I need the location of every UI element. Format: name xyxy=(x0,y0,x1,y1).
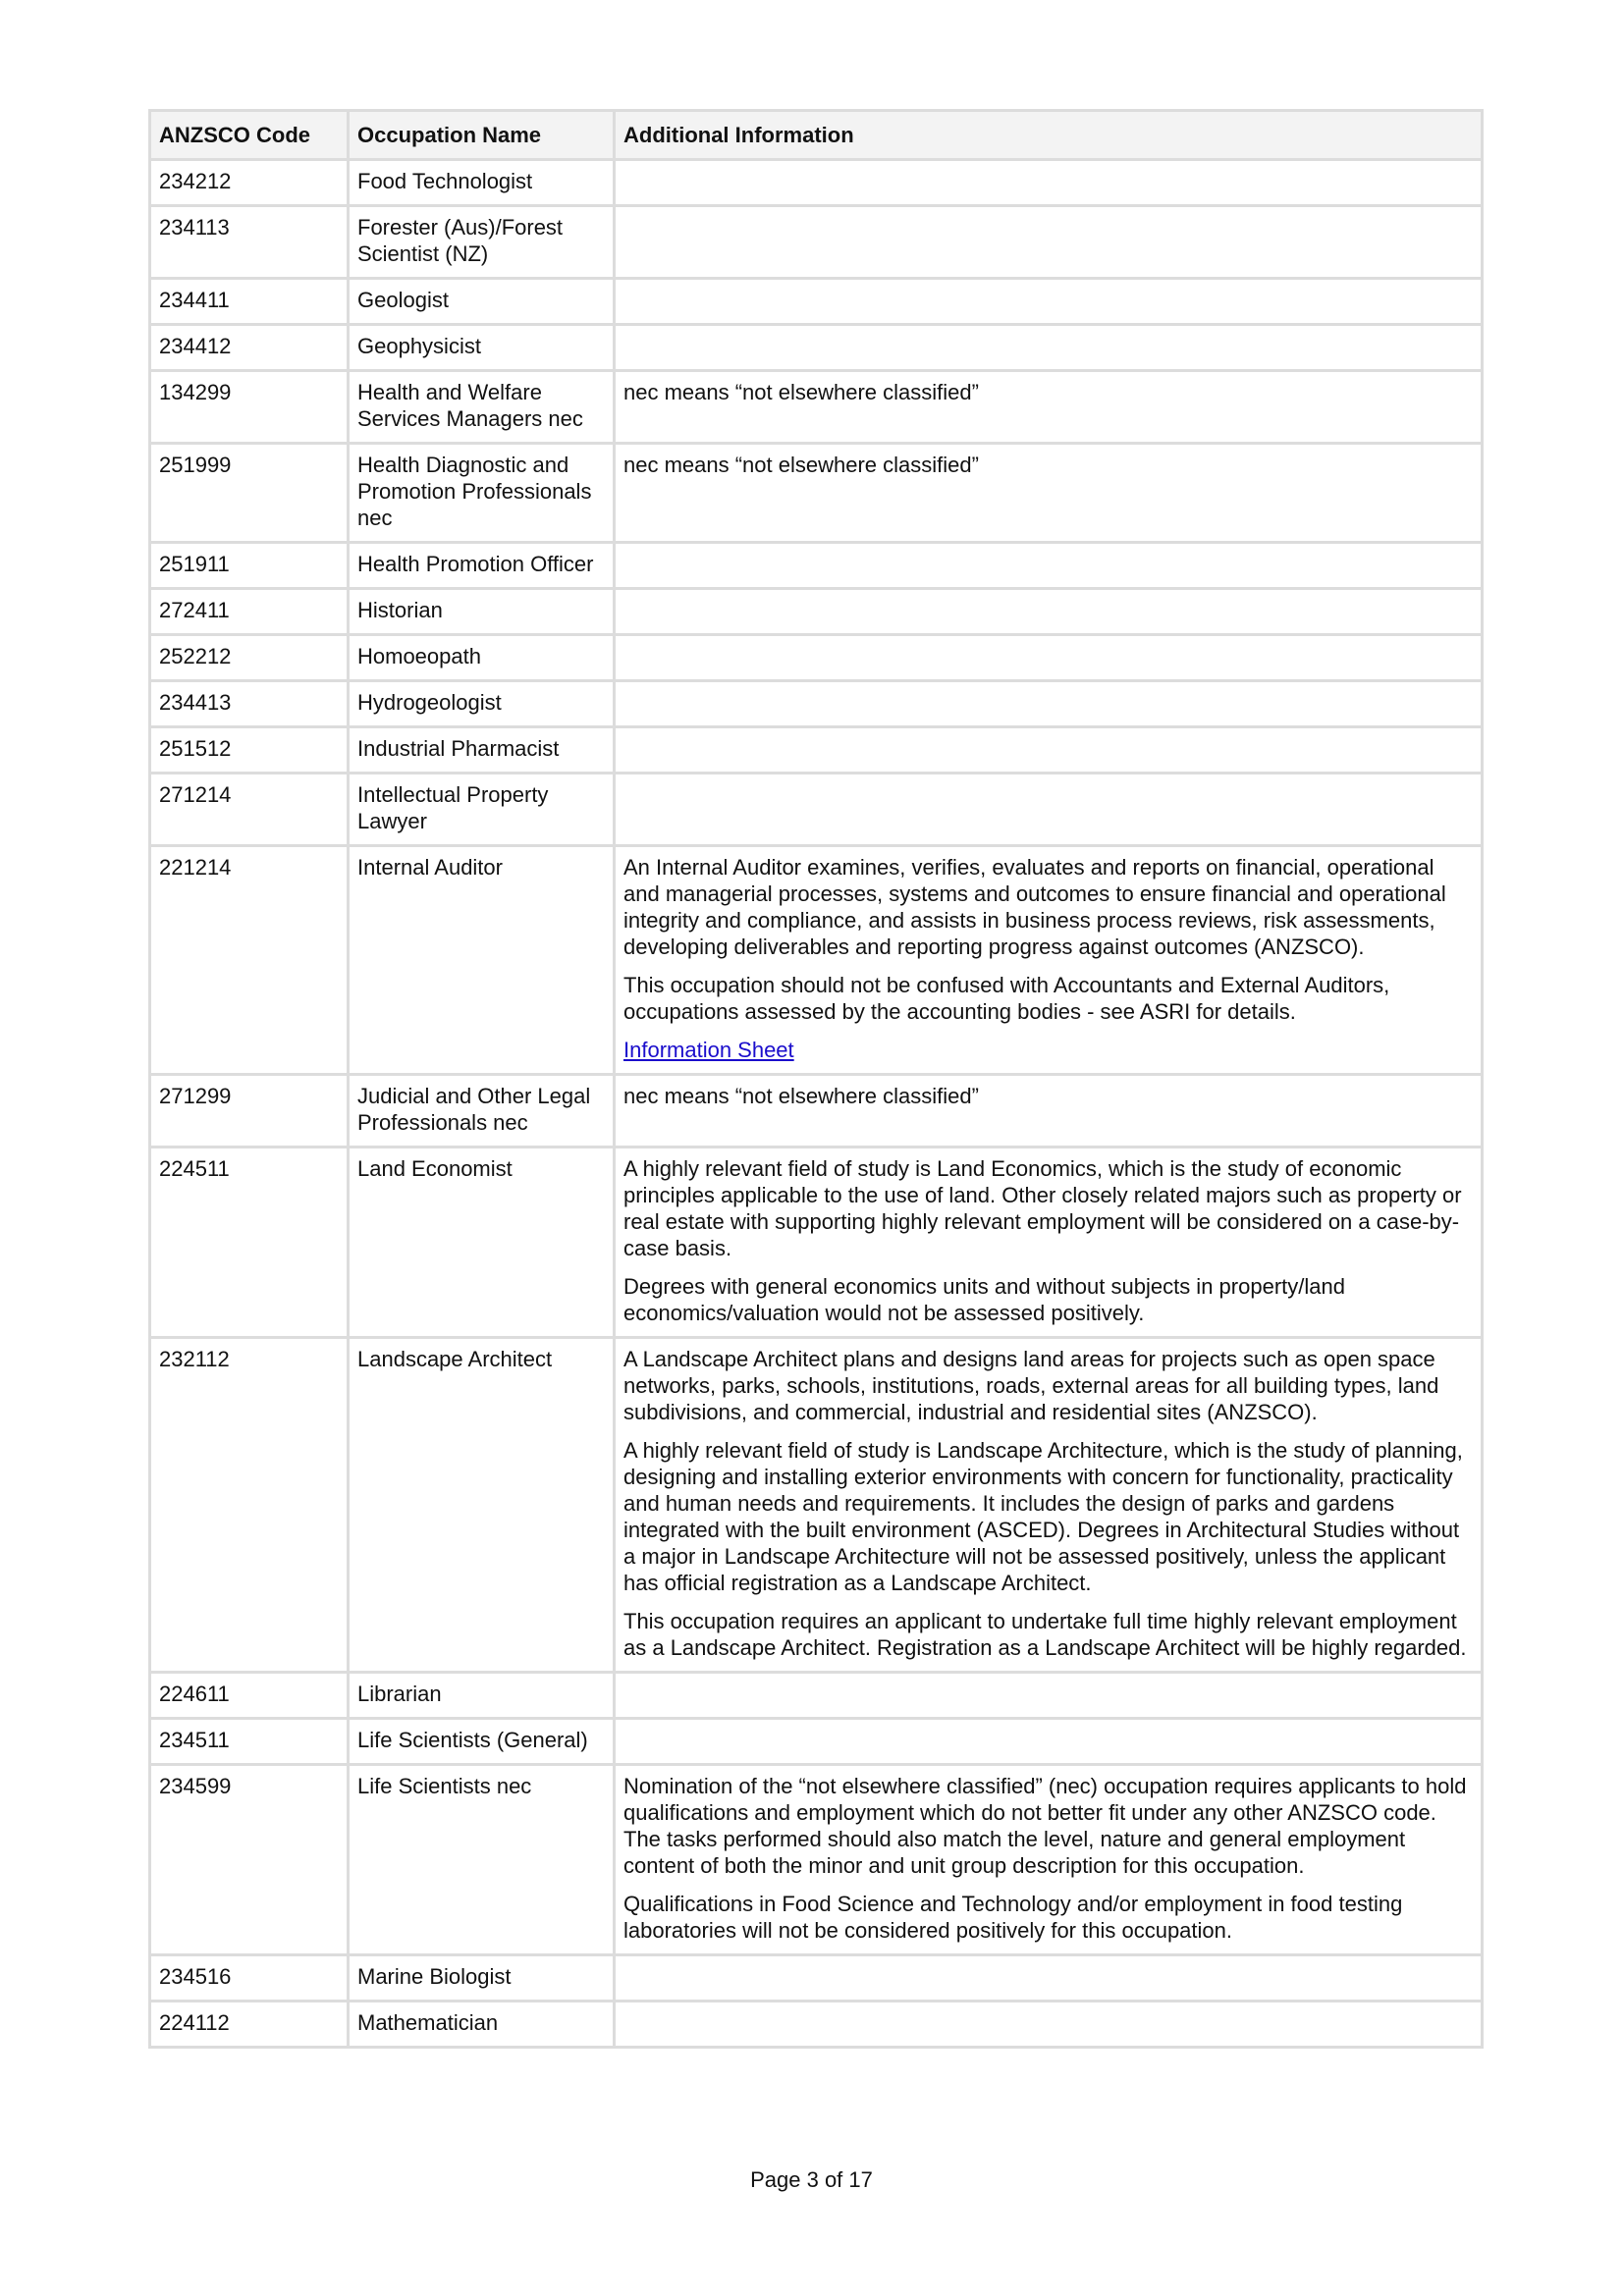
anzsco-code-cell: 224511 xyxy=(148,1146,347,1336)
additional-information-cell xyxy=(613,772,1484,844)
info-paragraph: An Internal Auditor examines, verifies, evaluates and reports on financial, operational and managerial processes, systems and outcomes to ensure financial and operational integrity and compliance, and assists in business process reviews, risk assessments, developing deliverables and reporting progress against outcomes (ANZSCO). xyxy=(623,855,1446,959)
table-header-row xyxy=(148,109,1484,158)
occupation-name-cell: Judicial and Other Legal Professionals nec xyxy=(347,1073,613,1146)
anzsco-code-cell: 234412 xyxy=(148,323,347,369)
additional-information-cell xyxy=(613,1073,1484,1146)
header-anzsco-code: ANZSCO Code xyxy=(148,109,347,158)
table-row xyxy=(148,158,1484,204)
anzsco-code-cell: 271299 xyxy=(148,1073,347,1146)
header-occupation-name: Occupation Name xyxy=(347,109,613,158)
occupation-name-cell: Geologist xyxy=(347,277,613,323)
occupation-name-cell: Intellectual Property Lawyer xyxy=(347,772,613,844)
anzsco-code-cell: 234411 xyxy=(148,277,347,323)
occupation-name-cell: Life Scientists (General) xyxy=(347,1717,613,1763)
additional-information-cell xyxy=(613,633,1484,679)
information-sheet-link[interactable]: Information Sheet xyxy=(623,1038,794,1062)
occupation-name-cell: Industrial Pharmacist xyxy=(347,725,613,772)
header-additional-information: Additional Information xyxy=(613,109,1484,158)
info-paragraph: Degrees with general economics units and without subjects in property/land economics/valuation would not be assessed positively. xyxy=(623,1274,1345,1325)
info-paragraph: A highly relevant field of study is Landscape Architecture, which is the study of planning, designing and installing exterior environments with concern for functionality, practicality and human needs and requirements. It includes the design of parks and gardens integrated with the built environment (ASCED). Degrees in Architectural Studies without a major in Landscape Architecture will not be assessed positively, unless the applicant has official registration as a Landscape Architect. xyxy=(623,1438,1463,1595)
info-link-paragraph xyxy=(623,1037,1473,1063)
info-paragraph: A highly relevant field of study is Land Economics, which is the study of economic principles applicable to the use of land. Other closely related majors such as property or real estate with supporting highly relevant employment will be considered on a case-by-case basis. xyxy=(623,1156,1462,1260)
table-row xyxy=(148,442,1484,541)
anzsco-code-cell: 234413 xyxy=(148,679,347,725)
table-body xyxy=(148,158,1484,2049)
additional-information-cell xyxy=(613,204,1484,277)
additional-information-cell xyxy=(613,1953,1484,2000)
occupation-table xyxy=(148,109,1484,2049)
table-row xyxy=(148,541,1484,587)
occupation-name-cell: Internal Auditor xyxy=(347,844,613,1073)
table-row xyxy=(148,679,1484,725)
additional-information-cell xyxy=(613,679,1484,725)
table-row xyxy=(148,1953,1484,2000)
occupation-name-cell: Librarian xyxy=(347,1671,613,1717)
anzsco-code-cell: 221214 xyxy=(148,844,347,1073)
anzsco-code-cell: 271214 xyxy=(148,772,347,844)
info-paragraph: nec means “not elsewhere classified” xyxy=(623,453,979,477)
occupation-name-cell: Life Scientists nec xyxy=(347,1763,613,1953)
occupation-name-cell: Mathematician xyxy=(347,2000,613,2049)
table-row xyxy=(148,1073,1484,1146)
occupation-name-cell: Landscape Architect xyxy=(347,1336,613,1671)
additional-information-cell xyxy=(613,541,1484,587)
occupation-name-cell: Food Technologist xyxy=(347,158,613,204)
additional-information-cell xyxy=(613,369,1484,442)
anzsco-code-cell: 224611 xyxy=(148,1671,347,1717)
table-row xyxy=(148,633,1484,679)
table-row xyxy=(148,1336,1484,1671)
info-paragraph: Qualifications in Food Science and Technology and/or employment in food testing laboratories will not be considered positively for this occupation. xyxy=(623,1892,1403,1943)
occupation-name-cell: Health Promotion Officer xyxy=(347,541,613,587)
info-paragraph: nec means “not elsewhere classified” xyxy=(623,380,979,404)
additional-information-cell xyxy=(613,323,1484,369)
table-row xyxy=(148,1763,1484,1953)
anzsco-code-cell: 232112 xyxy=(148,1336,347,1671)
table-row xyxy=(148,725,1484,772)
additional-information-cell xyxy=(613,1146,1484,1336)
table-row xyxy=(148,369,1484,442)
occupation-name-cell: Health Diagnostic and Promotion Professionals nec xyxy=(347,442,613,541)
additional-information-cell xyxy=(613,587,1484,633)
occupation-name-cell: Historian xyxy=(347,587,613,633)
anzsco-code-cell: 234516 xyxy=(148,1953,347,2000)
additional-information-cell xyxy=(613,442,1484,541)
anzsco-code-cell: 134299 xyxy=(148,369,347,442)
additional-information-cell xyxy=(613,277,1484,323)
anzsco-code-cell: 234212 xyxy=(148,158,347,204)
info-paragraph: A Landscape Architect plans and designs land areas for projects such as open space networks, parks, schools, institutions, roads, external areas for all building types, land subdivisions, and commercial, industrial and residential sites (ANZSCO). xyxy=(623,1347,1439,1424)
anzsco-code-cell: 234599 xyxy=(148,1763,347,1953)
table-row xyxy=(148,204,1484,277)
anzsco-code-cell: 252212 xyxy=(148,633,347,679)
table-row xyxy=(148,844,1484,1073)
additional-information-cell xyxy=(613,2000,1484,2049)
anzsco-code-cell: 272411 xyxy=(148,587,347,633)
anzsco-code-cell: 251512 xyxy=(148,725,347,772)
anzsco-code-cell: 234113 xyxy=(148,204,347,277)
occupation-name-cell: Geophysicist xyxy=(347,323,613,369)
table-row xyxy=(148,323,1484,369)
occupation-name-cell: Marine Biologist xyxy=(347,1953,613,2000)
occupation-name-cell: Forester (Aus)/Forest Scientist (NZ) xyxy=(347,204,613,277)
additional-information-cell xyxy=(613,1336,1484,1671)
additional-information-cell xyxy=(613,1671,1484,1717)
anzsco-code-cell: 234511 xyxy=(148,1717,347,1763)
table-row xyxy=(148,1671,1484,1717)
additional-information-cell xyxy=(613,844,1484,1073)
table-row xyxy=(148,1717,1484,1763)
info-paragraph: This occupation requires an applicant to undertake full time highly relevant employment as a Landscape Architect. Registration as a Landscape Architect will be highly regarded. xyxy=(623,1609,1467,1660)
table-row xyxy=(148,277,1484,323)
info-paragraph: Nomination of the “not elsewhere classified” (nec) occupation requires applicants to hold qualifications and employment which do not better fit under any other ANZSCO code. The tasks performed should also match the level, nature and general employment content of both the minor and unit group description for this occupation. xyxy=(623,1774,1467,1878)
page-number: Page 3 of 17 xyxy=(750,2167,873,2192)
additional-information-cell xyxy=(613,725,1484,772)
occupation-name-cell: Land Economist xyxy=(347,1146,613,1336)
table-row xyxy=(148,772,1484,844)
additional-information-cell xyxy=(613,1717,1484,1763)
occupation-name-cell: Homoeopath xyxy=(347,633,613,679)
info-paragraph: nec means “not elsewhere classified” xyxy=(623,1084,979,1108)
additional-information-cell xyxy=(613,1763,1484,1953)
occupation-name-cell: Health and Welfare Services Managers nec xyxy=(347,369,613,442)
table-row xyxy=(148,1146,1484,1336)
table-row xyxy=(148,587,1484,633)
anzsco-code-cell: 224112 xyxy=(148,2000,347,2049)
anzsco-code-cell: 251911 xyxy=(148,541,347,587)
anzsco-code-cell: 251999 xyxy=(148,442,347,541)
table-row xyxy=(148,2000,1484,2049)
info-paragraph: This occupation should not be confused with Accountants and External Auditors, occupations assessed by the accounting bodies - see ASRI for details. xyxy=(623,973,1390,1024)
additional-information-cell xyxy=(613,158,1484,204)
occupation-name-cell: Hydrogeologist xyxy=(347,679,613,725)
